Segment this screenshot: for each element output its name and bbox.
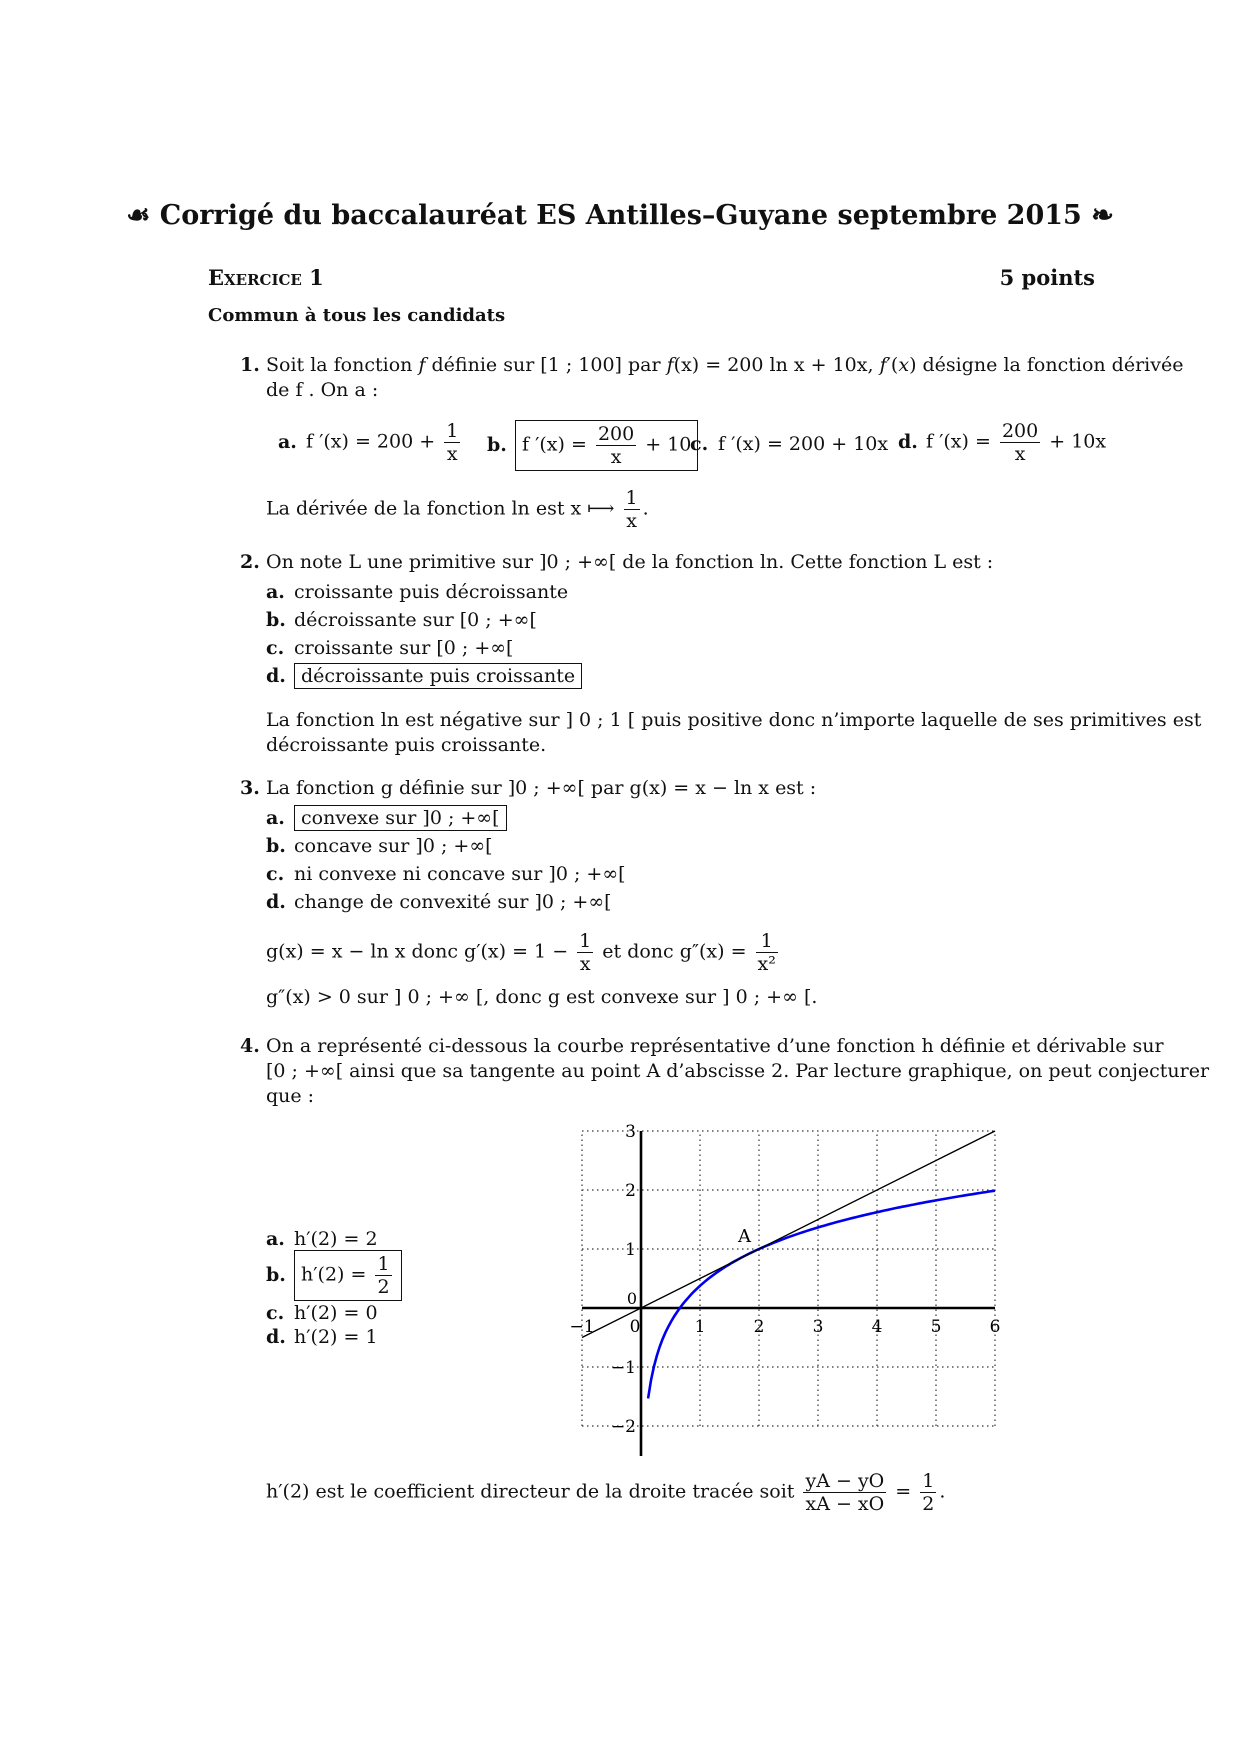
y-tick-label: 2 bbox=[625, 1181, 636, 1201]
x-tick-label: 4 bbox=[871, 1317, 883, 1337]
q2-number: 2. bbox=[240, 551, 260, 573]
q4-choice-d: d. h′(2) = 1 bbox=[266, 1326, 378, 1348]
exercise-label: Exercice 1 bbox=[208, 265, 324, 290]
q4-number: 4. bbox=[240, 1035, 260, 1057]
x-tick-label: 1 bbox=[694, 1317, 706, 1337]
q3-number: 3. bbox=[240, 777, 260, 799]
q3-explanation-1: g(x) = x − ln x donc g′(x) = 1 − $\frac{1}{x}$ et donc g″(x) = $\frac{1}{\text{x²}}$ bbox=[266, 930, 776, 975]
q3-choice-b: b. concave sur ]0 ; +∞[ bbox=[266, 835, 493, 857]
q2-stem: On note L une primitive sur ]0 ; +∞[ de la fonction ln. Cette fonction L est : bbox=[266, 551, 994, 573]
q3-explanation-2: g″(x) > 0 sur ] 0 ; +∞ [, donc g est convexe sur ] 0 ; +∞ [. bbox=[266, 986, 818, 1008]
y-tick-label: 1 bbox=[625, 1240, 636, 1260]
q3-stem: La fonction g définie sur ]0 ; +∞[ par g(x) = x − ln x est : bbox=[266, 777, 817, 799]
q2-choice-a: a. croissante puis décroissante bbox=[266, 581, 569, 603]
q2-choice-c: c. croissante sur [0 ; +∞[ bbox=[266, 637, 514, 659]
q2-choice-b: b. décroissante sur [0 ; +∞[ bbox=[266, 609, 537, 631]
q3-choice-a: a. convexe sur ]0 ; +∞[ bbox=[266, 806, 507, 831]
ornament-left-icon: ☙ bbox=[126, 200, 151, 231]
x-tick-label: 2 bbox=[753, 1317, 765, 1337]
q4-explanation: h′(2) est le coefficient directeur de la droite tracée soit $\frac{yA - yO}{xA - xO}$ = $\frac{1}{2}$ . bbox=[266, 1470, 946, 1515]
q2-choice-d: d. décroissante puis croissante bbox=[266, 664, 582, 689]
q2-explanation-2: décroissante puis croissante. bbox=[266, 734, 547, 756]
q4-choice-b: b. h′(2) = $\frac{1}{2}$ bbox=[266, 1250, 402, 1301]
q1-choice-b: b. f ′(x) = $\frac{200}{x}$ + 10 bbox=[487, 420, 698, 471]
q3-choice-d: d. change de convexité sur ]0 ; +∞[ bbox=[266, 891, 612, 913]
q1-explanation: La dérivée de la fonction ln est x ⟼ $\frac{1}{x}$ . bbox=[266, 487, 649, 532]
exercise-audience: Commun à tous les candidats bbox=[208, 305, 506, 326]
y-tick-label: 0 bbox=[626, 1289, 637, 1308]
x-tick-label: 0 bbox=[629, 1317, 641, 1337]
y-tick-label: 3 bbox=[625, 1122, 636, 1142]
q2-explanation-1: La fonction ln est négative sur ] 0 ; 1 [ puis positive donc n’importe laquelle de ses primitives est bbox=[266, 709, 1202, 731]
y-tick-label: −2 bbox=[610, 1417, 636, 1437]
series-tangent-line bbox=[582, 1131, 995, 1338]
q1-stem: Soit la fonction f définie sur [1 ; 100] par f(x) = 200 ln x + 10x, f′(x) désigne la fonction dérivée bbox=[266, 354, 1184, 376]
x-tick-label: −1 bbox=[569, 1317, 595, 1337]
q4-choice-c: c. h′(2) = 0 bbox=[266, 1302, 378, 1324]
x-tick-label: 6 bbox=[989, 1317, 1001, 1337]
q1-choice-a: a. f ′(x) = 200 + $\frac{1}{x}$ bbox=[278, 420, 459, 465]
page-title: ☙ Corrigé du baccalauréat ES Antilles–Guyane septembre 2015 ❧ bbox=[126, 200, 1114, 231]
q1-number: 1. bbox=[240, 354, 260, 376]
q4-stem-2: [0 ; +∞[ ainsi que sa tangente au point A d’abscisse 2. Par lecture graphique, on peut conjecturer bbox=[266, 1060, 1210, 1082]
function-graph bbox=[540, 1110, 1010, 1460]
y-tick-label: −1 bbox=[610, 1358, 636, 1378]
q4-stem-1: On a représenté ci-dessous la courbe représentative d’une fonction h définie et dérivable sur bbox=[266, 1035, 1164, 1057]
q4-stem-3: que : bbox=[266, 1085, 315, 1107]
x-tick-label: 5 bbox=[930, 1317, 942, 1337]
x-tick-label: 3 bbox=[812, 1317, 824, 1337]
q4-choice-a: a. h′(2) = 2 bbox=[266, 1228, 378, 1250]
point-a-label: A bbox=[738, 1226, 751, 1247]
q1-stem-line2: de f . On a : bbox=[266, 379, 379, 401]
q1-choice-d: d. f ′(x) = $\frac{200}{x}$ + 10x bbox=[898, 420, 1107, 465]
ornament-right-icon: ❧ bbox=[1091, 200, 1114, 231]
q1-choice-c: c. f ′(x) = 200 + 10x bbox=[690, 433, 889, 455]
q3-choice-c: c. ni convexe ni concave sur ]0 ; +∞[ bbox=[266, 863, 626, 885]
exercise-points: 5 points bbox=[999, 265, 1095, 290]
